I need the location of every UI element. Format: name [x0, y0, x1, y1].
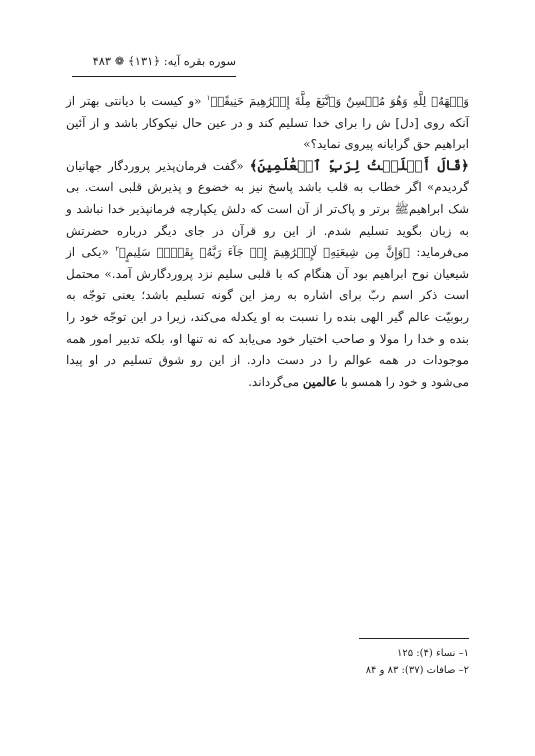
- running-header-text: سوره بقره آیه: ﴿۱۳۱﴾ ❁ ۴۸۳: [92, 54, 236, 68]
- main-text: [66, 91, 469, 393]
- quran-verse: وَجۡهَهُۥ لِلَّهِ وَهُوَ مُحۡسِنٌ وَٱتَّبَعَ مِلَّةَ إِبۡرَٰهِيمَ حَنِيفًاۗ: [210, 94, 469, 108]
- commentary-text-a: «گفت فرمان‌پذیر پروردگار جهانیان گردیدم» اگر خطاب به قلب باشد پاسخ نیز به خضوع و پذیرش قلبی است. بی شک ابراهیم‌ﷺ برتر و پاک‌تر از آن است که دلش یکپارچه فرمانپذیر خدا نباشد و به زبان بگوید تسلیم شدم. از این رو قرآن در جای دیگر درباره حضرتش می‌فرماید:: [66, 158, 469, 260]
- footnote-rule: [359, 638, 469, 639]
- running-header: [72, 54, 236, 68]
- header-rule: [72, 76, 236, 77]
- footnote-ref-2: ۲: [115, 245, 120, 254]
- emphasized-word: عالمین: [302, 374, 338, 389]
- translation-text: «و کیست با دیانتی بهتر از آنکه روی [دل] ش را برای خدا تسلیم کند و در عین حال نیکوکار باشد و از آئین ابراهیم حق گرایانه پیروی نماید؟»: [66, 94, 469, 152]
- footnote-ref-1: ۱: [206, 94, 211, 102]
- key-verse: ﴿قَالَ أَسۡلَمۡتُ لِرَبِّ ٱلۡعَٰلَمِينَ﴾: [249, 157, 469, 174]
- commentary-text-b: «یکی از شیعیان نوح ابراهیم بود آن هنگام که با قلبی سلیم نزد پروردگارش آمد.» محتمل است ذکر اسم ربّ برای اشاره به رمز این گونه تسلیم باشد؛ یعنی توجّه به ربوبیّت عالم گیر الهی بنده را نسبت به او یکدله می‌کند، زیرا در این توجّه خود را بنده و خدا را مولا و صاحب اختیار خود می‌یابد که نه تنها او، بلکه تدبیر امور همه موجودات در همه عوالم را در دست دارد. از این رو شوق تسلیم در او پیدا می‌شود و خود را همسو با: [66, 245, 469, 389]
- paragraph-1: [66, 91, 469, 156]
- quran-verse-2: ﴿وَإِنَّ مِن شِيعَتِهِۦ لَإِبۡرَٰهِيمَ إِذۡ جَآءَ رَبَّهُۥ بِقَلۡبٖ سَلِيمٍ﴾: [119, 245, 410, 260]
- footnote-2: ۲– صافات (۳۷): ۸۳ و ۸۴: [365, 665, 469, 676]
- paragraph-2: [66, 156, 469, 394]
- commentary-text-end: می‌گرداند.: [248, 374, 300, 389]
- footnote-1: ۱– نساء (۴): ۱۲۵: [396, 648, 469, 659]
- footnotes: [300, 645, 469, 679]
